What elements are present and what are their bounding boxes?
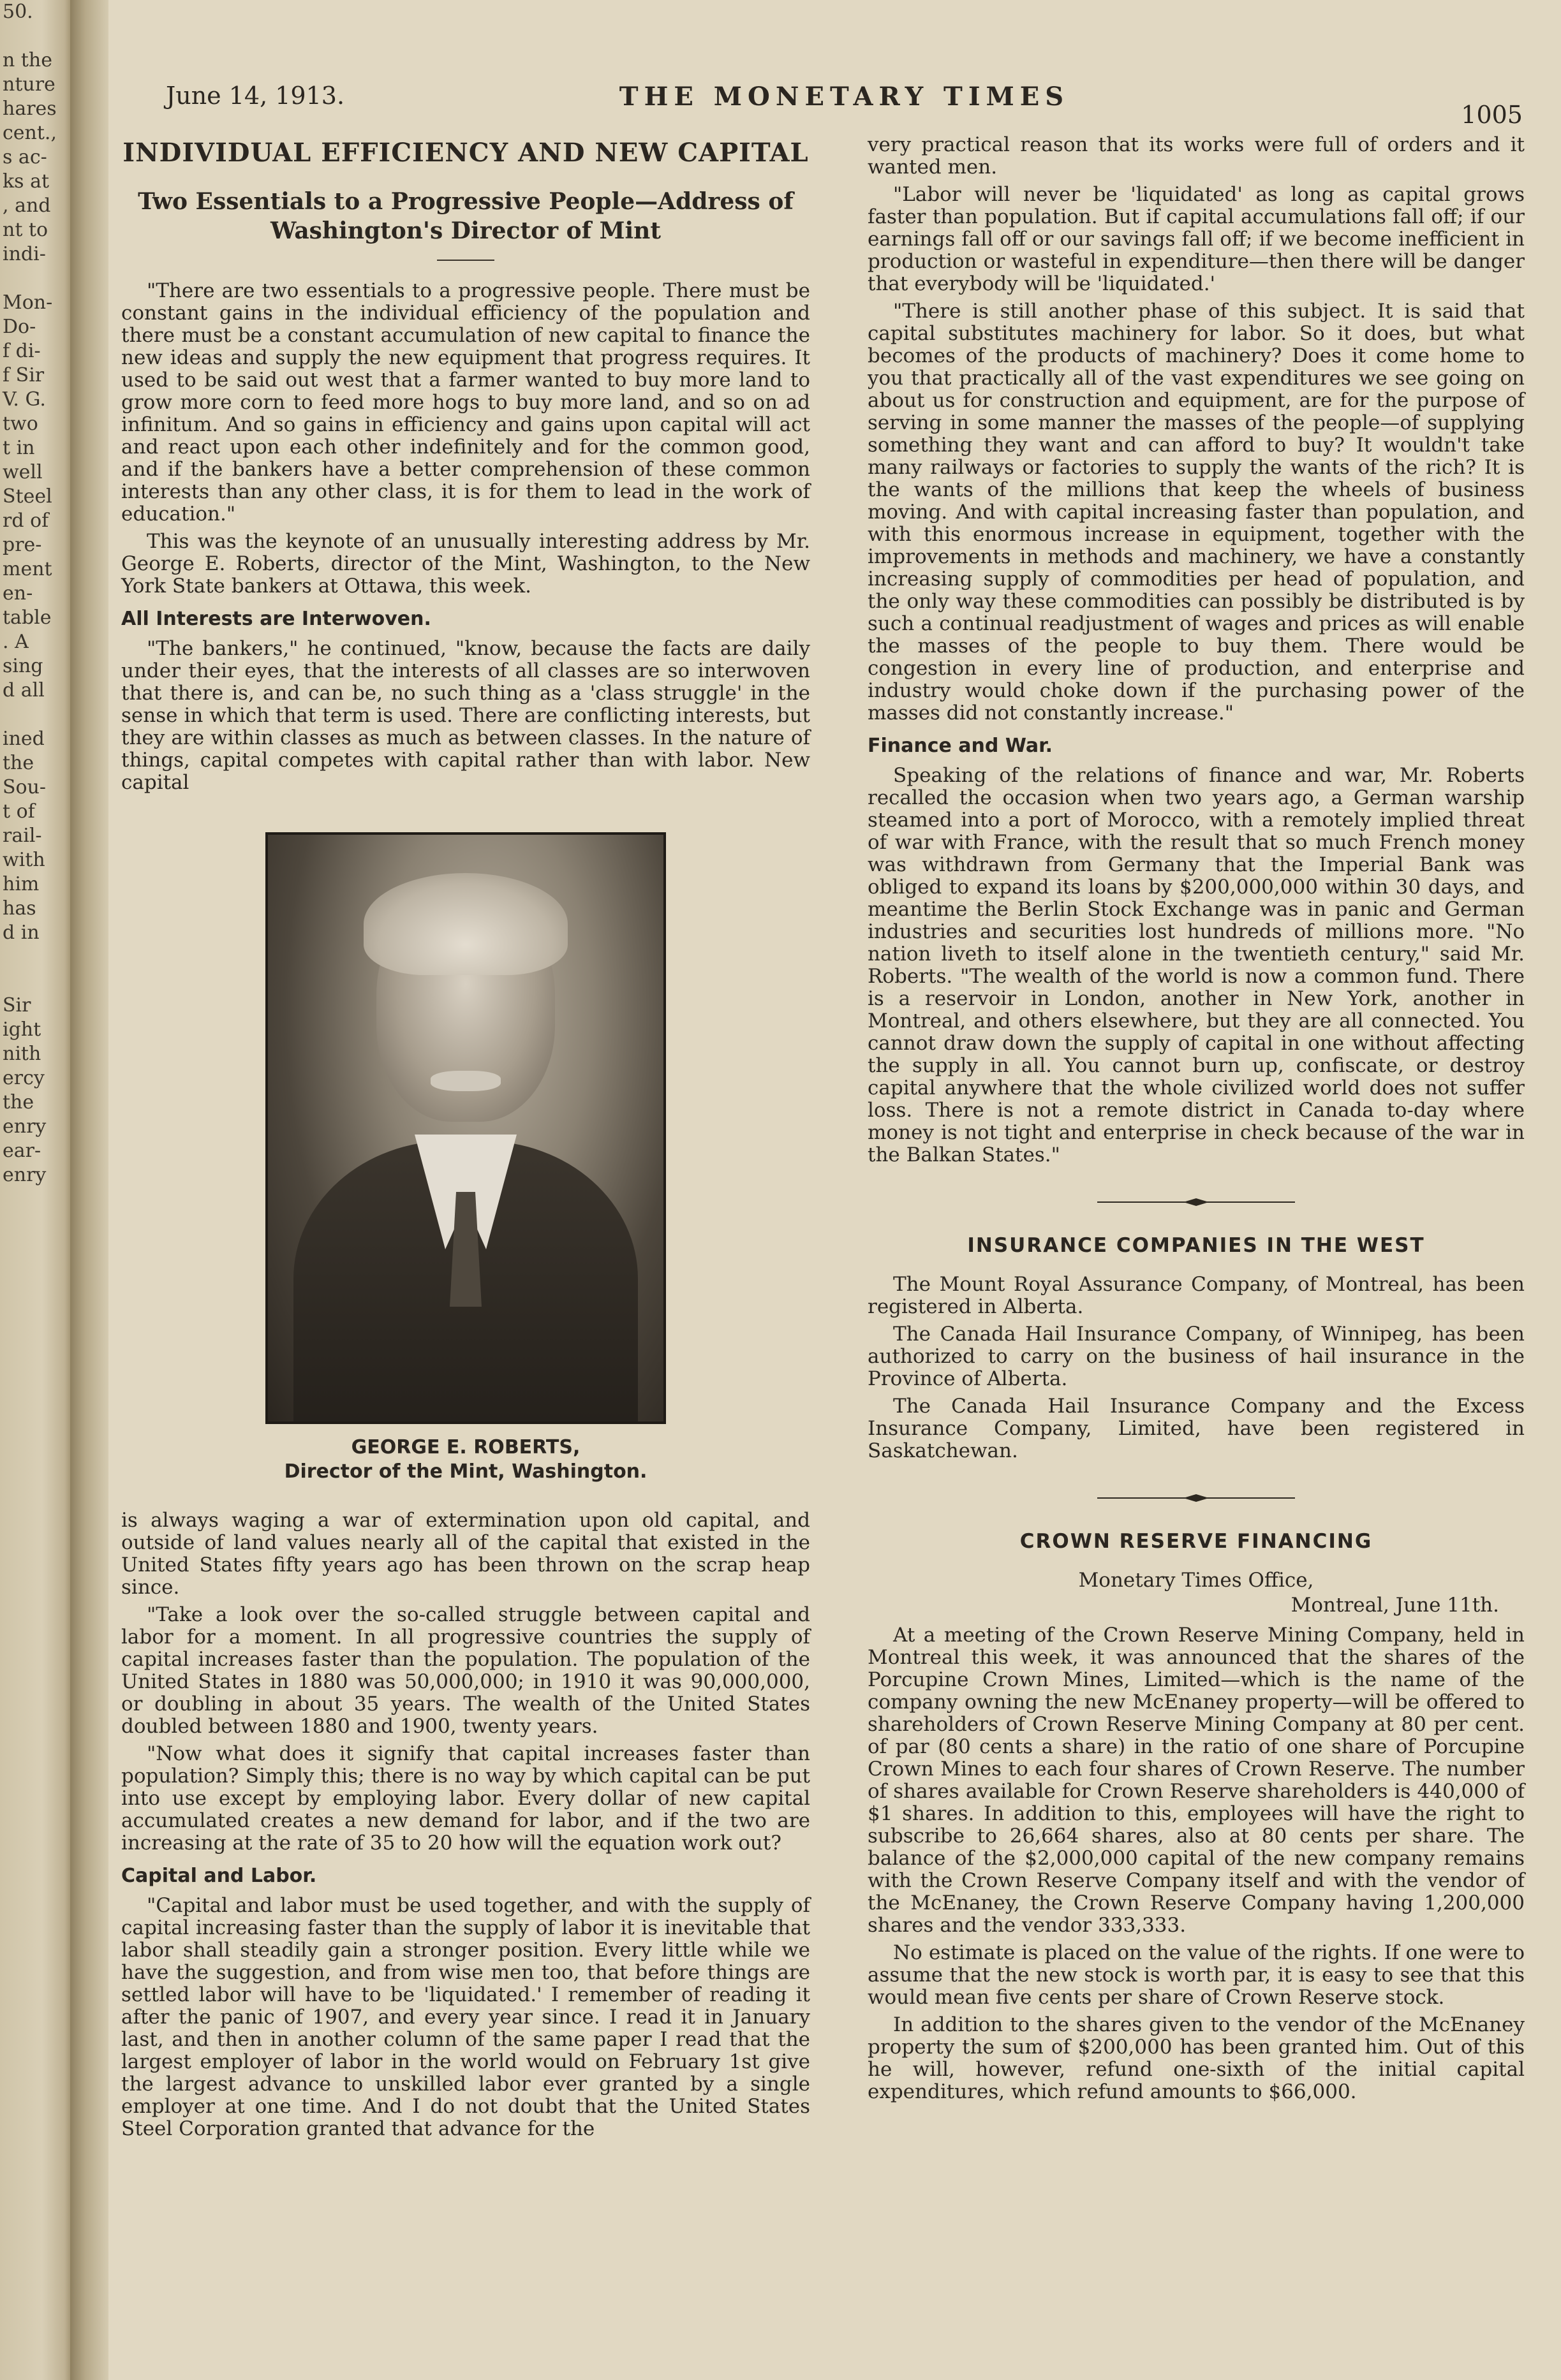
caption-name: GEORGE E. ROBERTS, <box>351 1436 581 1458</box>
previous-page-fragment: Do- <box>3 316 36 338</box>
previous-page-fragment: pre- <box>3 534 42 556</box>
previous-page-fragment: s ac- <box>3 146 47 168</box>
section-heading: All Interests are Interwoven. <box>121 608 431 630</box>
paragraph: "There are two essentials to a progressive people. There must be constant gains in the individual efficiency of the population and there must be a constant accumulation of new capital to finance the new ideas and supply the new equipment that progress requires. It used to be said out west that a farmer wanted to buy more land to grow more corn to feed more hogs to buy more land, and so on ad infinitum. And so gains in efficiency and gains upon capital will act and react upon each other indefinitely and for the common good, and if the bankers have a better comprehension of these common interests than any other class, it is for them to lead in the work of education." <box>121 279 810 525</box>
previous-page-fragment: ear- <box>3 1140 41 1162</box>
portrait-figure <box>262 832 670 1484</box>
subhead-line: Washington's Director of Mint <box>270 217 661 244</box>
portrait-caption <box>262 1436 670 1484</box>
section-heading: Capital and Labor. <box>121 1865 317 1887</box>
article-subhead <box>121 187 810 246</box>
issue-date: June 14, 1913. <box>166 82 345 110</box>
previous-page-fragment: t of <box>3 800 35 823</box>
previous-page-fragment: enry <box>3 1164 47 1186</box>
paragraph: "The bankers," he continued, "know, because the facts are daily under their eyes, that the interests of all classes are so interwoven that there is, and can be, no such thing as a 'class struggle' in the sense in which that term is used. There are conflicting interests, but they are within classes as much as between classes. In the nature of things, capital competes with capital rather than with labor. New capital <box>121 637 810 794</box>
previous-page-fragment: d in <box>3 922 40 944</box>
previous-page-fragment: d all <box>3 679 45 702</box>
previous-page-fragment: rd of <box>3 510 49 532</box>
previous-page-fragment: Steel <box>3 485 52 508</box>
previous-page-fragment <box>0 267 70 291</box>
previous-page-fragment: Sir <box>3 994 31 1017</box>
paragraph: At a meeting of the Crown Reserve Mining Company, held in Montreal this week, it was announced that the shares of the Porcupine Crown Mines, Limited—which is the name of the company owning the new McEnaney property—will be offered to shareholders of Crown Reserve Mining Company at 80 per cent. of par (80 cents a share) in the ratio of one share of Porcupine Crown Mines to each four shares of Crown Reserve. The number of shares available for Crown Reserve shareholders is 440,000 of $1 shares. In addition to this, employees will have the right to subscribe to 26,664 shares, also at 80 cents per share. The balance of the $2,000,000 capital of the new company remains with the Crown Reserve Company itself and with the vendor of the McEnaney, the Crown Reserve Company having 1,200,000 shares and the vendor 333,333. <box>868 1624 1525 1937</box>
previous-page-fragment: Sou- <box>3 776 47 798</box>
previous-page-fragment: ined <box>3 728 45 750</box>
previous-page-fragment: hares <box>3 98 57 120</box>
previous-page-fragment <box>0 945 70 969</box>
previous-page-fragment: the <box>3 752 34 774</box>
previous-page-fragment: table <box>3 606 52 629</box>
paragraph: "Capital and labor must be used together, and with the supply of capital increasing faster than the supply of labor it is inevitable that labor shall steadily gain a stronger position. Every little while we have the suggestion, and from wise men too, that before things are settled labor will have to be 'liquidated.' I remember of reading it after the panic of 1907, and every year since. I read it in January last, and then in another column of the same paper I read that the largest employer of labor in the world would on February 1st give the largest advance to unskilled labor ever granted by a single employer at one time. And I do not doubt that the United States Steel Corporation granted that advance for the <box>121 1894 810 2140</box>
previous-page-fragment: nture <box>3 73 55 96</box>
dateline: Monetary Times Office, <box>1078 1569 1314 1592</box>
previous-page-fragment: . A <box>3 631 29 653</box>
right-column <box>868 134 1525 2108</box>
previous-page-fragment: n the <box>3 49 52 71</box>
previous-page-fragment: 50. <box>3 1 33 23</box>
previous-page-fragment: enry <box>3 1115 47 1138</box>
paragraph: Speaking of the relations of finance and war, Mr. Roberts recalled the occasion when two years ago, a German warship steamed into a port of Morocco, with a remotely implied threat of war with France, with the result that so much French money was withdrawn from Germany that the Imperial Bank was obliged to expand its loans by $200,000,000 within 30 days, and meantime the Berlin Stock Exchange was in panic and German industries and securities lost hundreds of millions more. "No nation liveth to itself alone in the twentieth century," said Mr. Roberts. "The wealth of the world is now a common fund. There is a reservoir in London, another in New York, another in Montreal, and others elsewhere, but they are all connected. You cannot draw down the supply of capital in one without affecting the supply in all. You cannot burn up, confiscate, or destroy capital anywhere that the whole civilized world does not suffer loss. There is not a remote district in Canada to-day where money is not tight and enterprise in check because of the war in the Balkan States." <box>868 764 1525 1166</box>
previous-page-fragment: , and <box>3 195 51 217</box>
paragraph: The Canada Hail Insurance Company and the Excess Insurance Company, Limited, have been registered in Saskatchewan. <box>868 1395 1525 1462</box>
previous-page-fragment: ks at <box>3 170 50 193</box>
paragraph: "Take a look over the so-called struggle between capital and labor for a moment. In all progressive countries the supply of capital increases faster than the population. The population of the United States in 1880 was 50,000,000; in 1910 it was 90,000,000, or doubling in about 35 years. The wealth of the United States doubled between 1880 and 1900, twenty years. <box>121 1603 810 1738</box>
previous-page-fragment: Mon- <box>3 291 53 314</box>
publication-title: THE MONETARY TIMES <box>619 82 1070 112</box>
previous-page-fragment: V. G. <box>3 388 46 411</box>
paragraph: In addition to the shares given to the vendor of the McEnaney property the sum of $200,000 has been granted him. Out of this he will, however, refund one-sixth of the initial capital expenditures, which refund amounts to $66,000. <box>868 2013 1525 2103</box>
previous-page-fragment: sing <box>3 655 43 677</box>
previous-page-fragment: f di- <box>3 340 41 362</box>
previous-page-fragment: nt to <box>3 219 48 241</box>
previous-page-fragment: f Sir <box>3 364 45 386</box>
previous-page-fragment: two <box>3 413 38 435</box>
previous-page-fragment: ight <box>3 1018 41 1041</box>
portrait-photo <box>265 832 666 1424</box>
previous-page-edge <box>0 0 70 2380</box>
article-headline: INDIVIDUAL EFFICIENCY AND NEW CAPITAL <box>122 138 809 168</box>
article-headline: INSURANCE COMPANIES IN THE WEST <box>967 1234 1425 1257</box>
previous-page-fragment <box>0 969 70 994</box>
caption-title: Director of the Mint, Washington. <box>284 1460 647 1483</box>
previous-page-fragment <box>0 703 70 727</box>
previous-page-fragment: him <box>3 873 40 895</box>
previous-page-fragment: t in <box>3 437 35 459</box>
previous-page-fragment: rail- <box>3 825 42 847</box>
previous-page-fragment: ment <box>3 558 52 580</box>
paragraph: "Now what does it signify that capital increases faster than population? Simply this; there is no way by which capital can be put into use except by employing labor. Every dollar of new capital accumulated creates a new demand for labor, and if the two are increasing at the rate of 35 to 20 how will the equation work out? <box>121 1742 810 1855</box>
dateline: Montreal, June 11th. <box>1291 1594 1499 1617</box>
previous-page-fragment: indi- <box>3 243 46 265</box>
previous-page-fragment: the <box>3 1091 34 1113</box>
paragraph: The Mount Royal Assurance Company, of Montreal, has been registered in Alberta. <box>868 1273 1525 1318</box>
previous-page-fragment: en- <box>3 582 33 605</box>
previous-page-fragment: has <box>3 897 36 920</box>
paragraph: "There is still another phase of this subject. It is said that capital substitutes machinery for labor. So it does, but what becomes of the products of machinery? Does it come home to you that practically all of the vast expenditures we see going on about us for construction and equipment, are for the purpose of serving in some manner the masses of the people—of supplying something they want and can afford to buy? It wouldn't take many railways or factories to supply the wants of the rich? It is the wants of the millions that keep the wheels of business moving. And with capital increasing faster than population, and with this enormous increase in equipment, together with the improvements in methods and machinery, we have a constantly increasing supply of commodities per head of population, and the only way these commodities can possibly be distributed is by such a continual readjustment of wages and prices as will enable the masses of the people to buy them. There would be congestion in every line of production, and enterprise and industry would choke down if the purchasing power of the masses did not constantly increase." <box>868 300 1525 724</box>
left-column <box>121 134 810 2145</box>
ornament-divider <box>868 1494 1525 1502</box>
section-heading: Finance and War. <box>868 735 1053 757</box>
paragraph: is always waging a war of extermination upon old capital, and outside of land values nearly all of the capital that existed in the United States fifty years ago has been thrown on the scrap heap since. <box>121 1509 810 1599</box>
running-header <box>166 82 1523 129</box>
paragraph: This was the keynote of an unusually interesting address by Mr. George E. Roberts, director of the Mint, Washington, to the New York State bankers at Ottawa, this week. <box>121 530 810 598</box>
page-number: 1005 <box>1461 101 1523 129</box>
paragraph: The Canada Hail Insurance Company, of Winnipeg, has been authorized to carry on the business of hail insurance in the Province of Alberta. <box>868 1323 1525 1390</box>
paragraph: very practical reason that its works were full of orders and it wanted men. <box>868 133 1525 179</box>
previous-page-fragment: nith <box>3 1043 41 1065</box>
previous-page-fragment <box>0 24 70 48</box>
newspaper-page <box>108 0 1561 2380</box>
article-headline: CROWN RESERVE FINANCING <box>1019 1530 1373 1553</box>
paragraph: "Labor will never be 'liquidated' as long as capital grows faster than population. But if capital accumulations fall off; if our earnings fall off or our savings fall off; if we become inefficient in production or wasteful in expenditure—then there will be danger that everybody will be 'liquidated.' <box>868 183 1525 295</box>
previous-page-fragment: ercy <box>3 1067 45 1089</box>
subhead-line: Two Essentials to a Progressive People—Address of <box>138 188 794 215</box>
previous-page-fragment: well <box>3 461 43 483</box>
previous-page-fragment: cent., <box>3 122 57 144</box>
previous-page-fragment: with <box>3 849 45 871</box>
divider <box>437 260 494 261</box>
ornament-divider <box>868 1198 1525 1206</box>
book-gutter <box>70 0 108 2380</box>
paragraph: No estimate is placed on the value of the rights. If one were to assume that the new stock is worth par, it is easy to see that this would mean five cents per share of Crown Reserve stock. <box>868 1941 1525 2009</box>
